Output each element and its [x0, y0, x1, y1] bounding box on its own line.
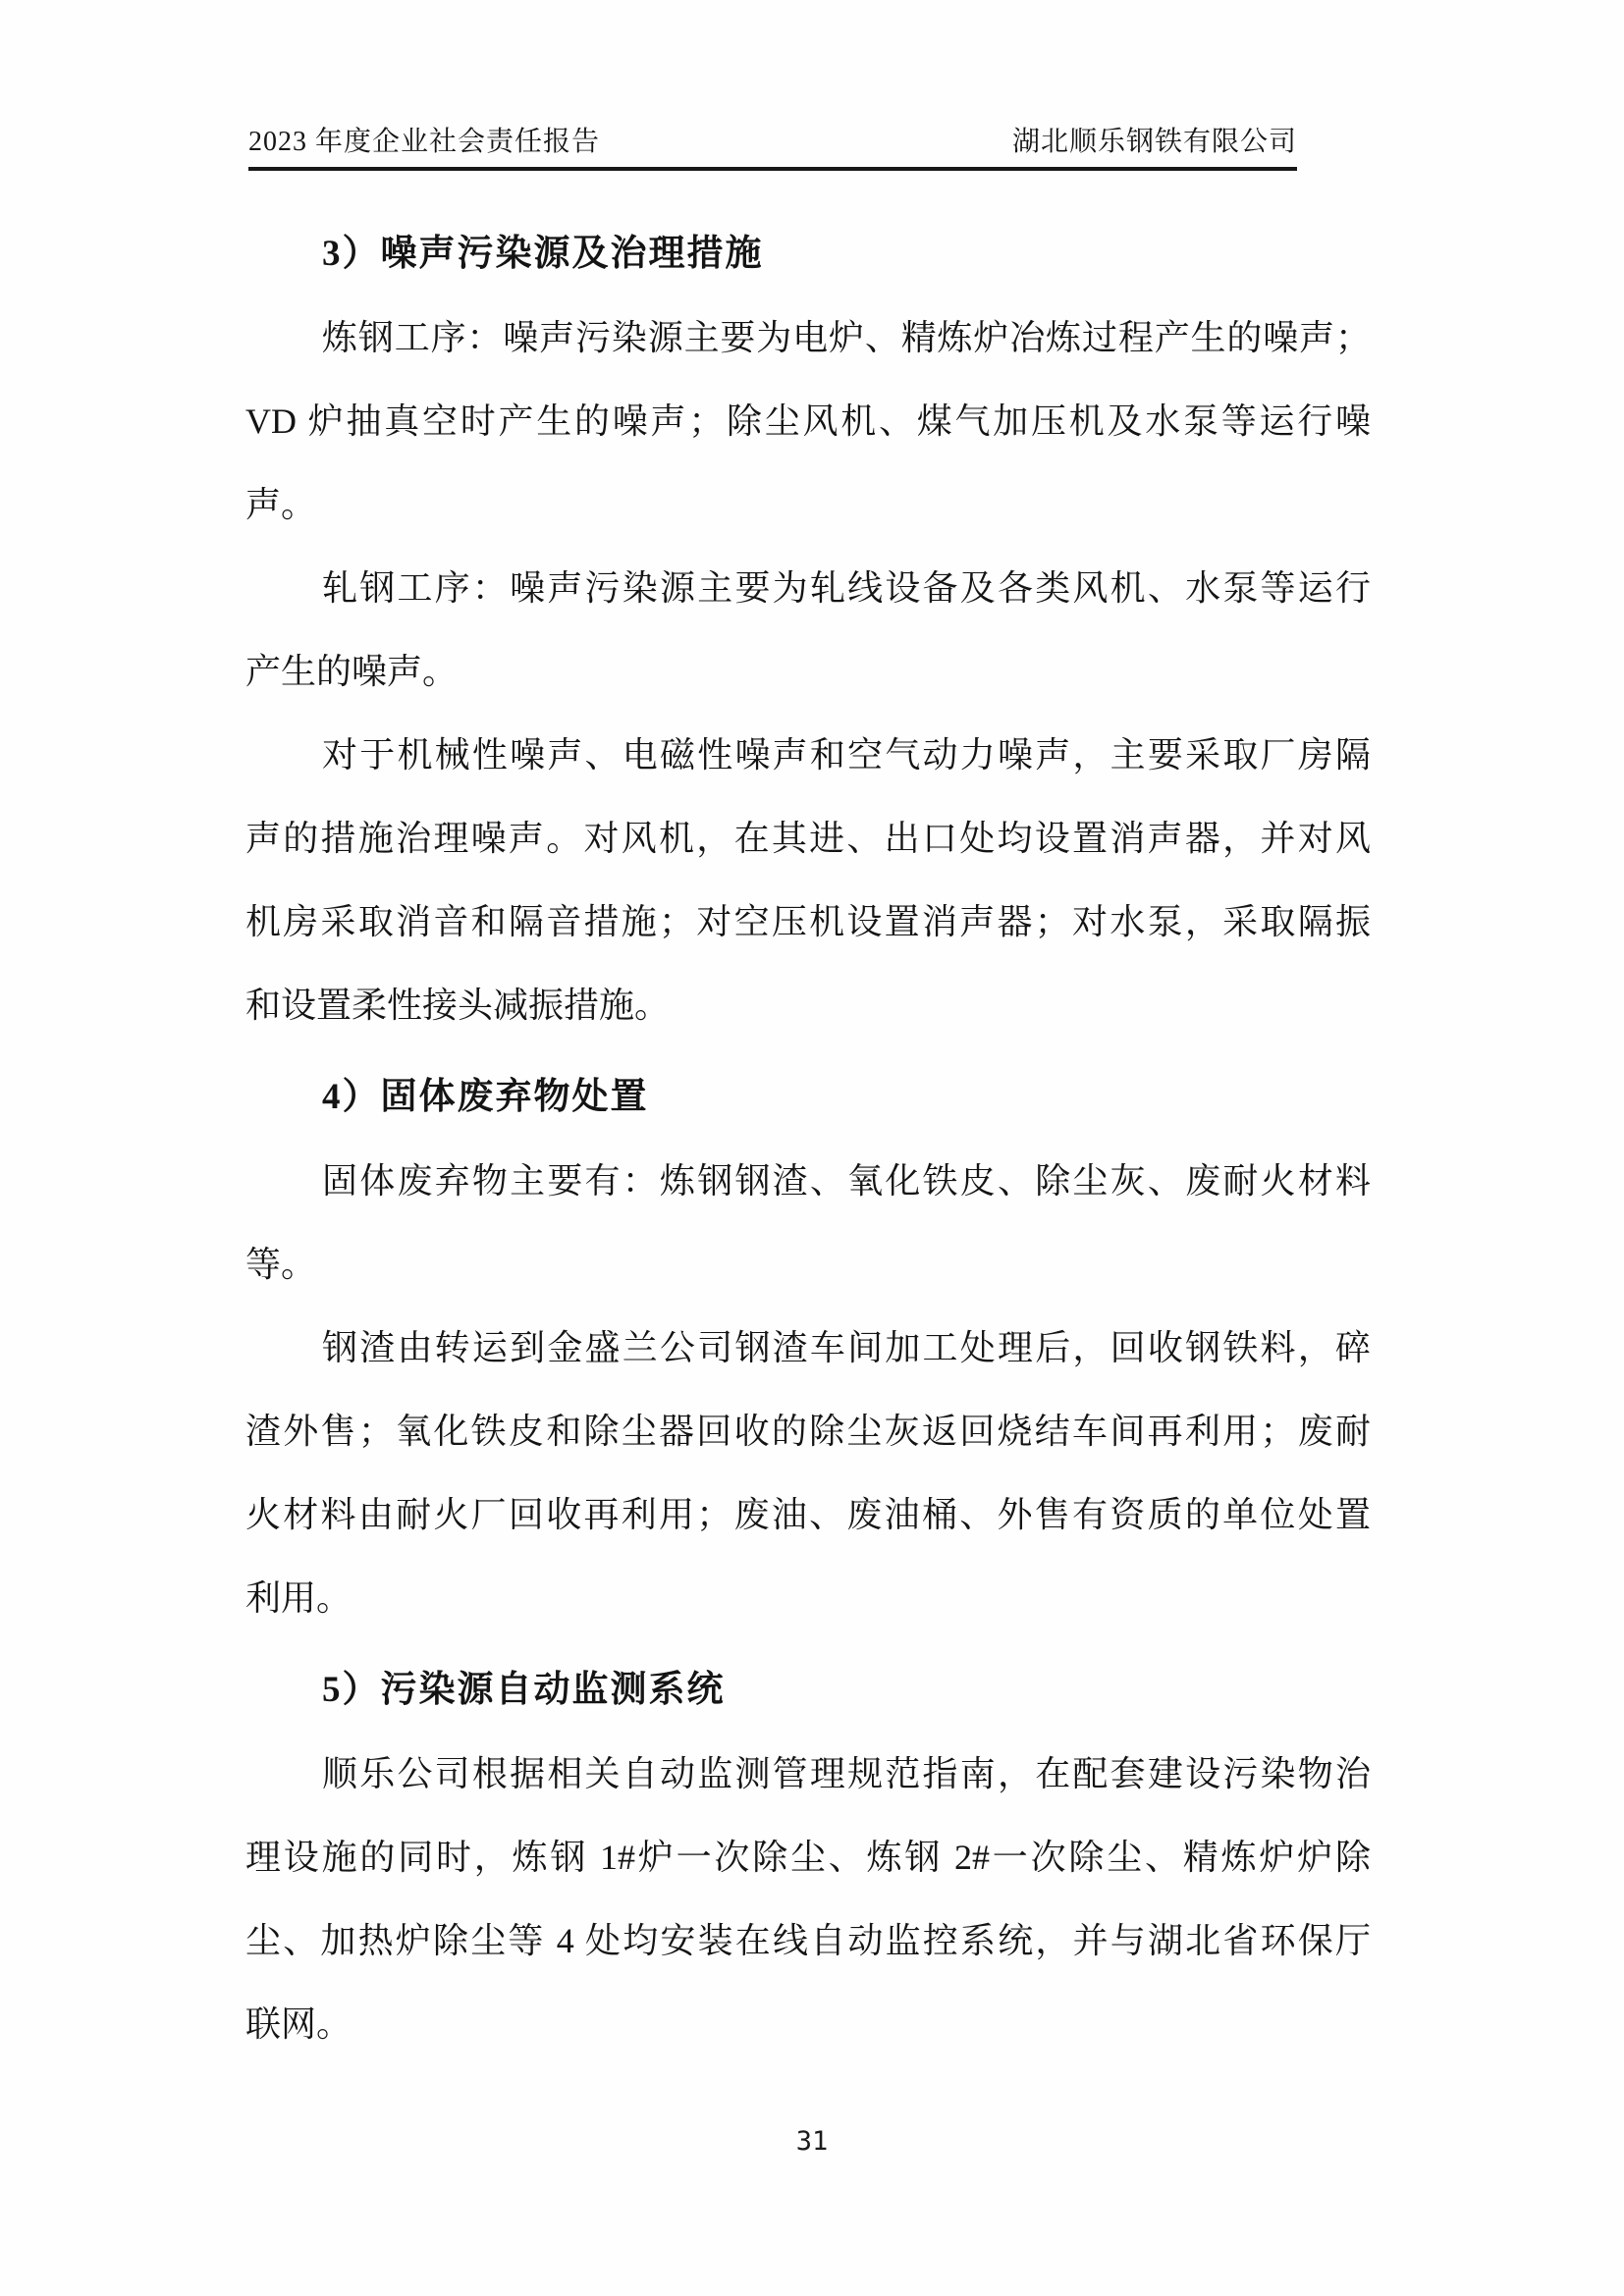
page-header [248, 120, 1297, 171]
header-company-name: 湖北顺乐钢铁有限公司 [1011, 127, 1297, 157]
text-line: 尘、加热炉除尘等 4 处均安装在线自动监控系统，并与湖北省环保厅 [245, 1921, 1371, 1960]
text-line: 利用。 [245, 1578, 352, 1618]
text-line: 理设施的同时，炼钢 1#炉一次除尘、炼钢 2#一次除尘、精炼炉炉除 [245, 1838, 1371, 1877]
page-footer [0, 2126, 1624, 2157]
text-line: 钢渣由转运到金盛兰公司钢渣车间加工处理后，回收钢铁料，碎 [322, 1328, 1371, 1367]
section-heading-noise: 3）噪声污染源及治理措施 [322, 234, 764, 274]
text-line: 声的措施治理噪声。对风机，在其进、出口处均设置消声器，并对风 [245, 819, 1371, 858]
text-line: 机房采取消音和隔音措施；对空压机设置消声器；对水泵，采取隔振 [245, 902, 1371, 941]
text-line: 和设置柔性接头减振措施。 [245, 986, 671, 1025]
text-line: 固体废弃物主要有：炼钢钢渣、氧化铁皮、除尘灰、废耐火材料 [322, 1161, 1371, 1201]
text-line: 产生的噪声。 [245, 652, 459, 691]
section-heading-solid-waste: 4）固体废弃物处置 [322, 1077, 649, 1117]
document-body [245, 220, 1371, 2082]
page-number: 31 [795, 2126, 829, 2157]
text-line: 联网。 [245, 2004, 352, 2044]
header-report-title: 2023 年度企业社会责任报告 [248, 127, 601, 157]
text-line: VD 炉抽真空时产生的噪声；除尘风机、煤气加压机及水泵等运行噪 [245, 401, 1371, 441]
text-line: 对于机械性噪声、电磁性噪声和空气动力噪声，主要采取厂房隔 [322, 735, 1371, 774]
text-line: 渣外售；氧化铁皮和除尘器回收的除尘灰返回烧结车间再利用；废耐 [245, 1412, 1371, 1451]
text-line: 炼钢工序：噪声污染源主要为电炉、精炼炉冶炼过程产生的噪声； [322, 318, 1371, 357]
text-line: 等。 [245, 1245, 317, 1284]
text-line: 轧钢工序：噪声污染源主要为轧线设备及各类风机、水泵等运行 [322, 568, 1371, 608]
text-line: 火材料由耐火厂回收再利用；废油、废油桶、外售有资质的单位处置 [245, 1495, 1371, 1534]
text-line: 声。 [245, 485, 317, 524]
section-heading-monitoring: 5）污染源自动监测系统 [322, 1670, 726, 1710]
text-line: 顺乐公司根据相关自动监测管理规范指南，在配套建设污染物治 [322, 1754, 1371, 1793]
